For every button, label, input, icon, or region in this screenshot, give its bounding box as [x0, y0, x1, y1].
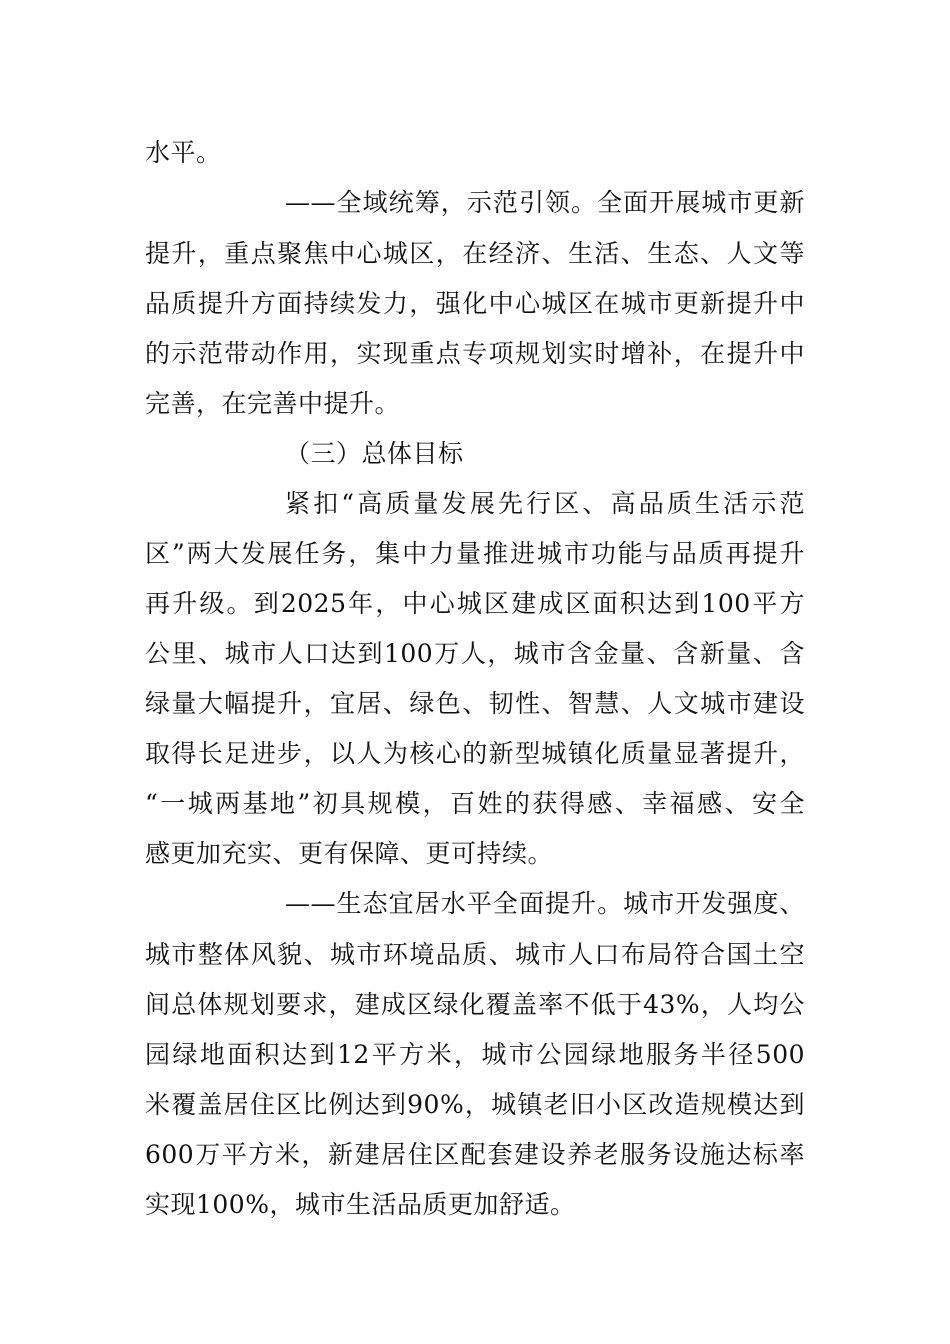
paragraph-line: 600万平方米，新建居住区配套建设养老服务设施达标率 — [145, 1140, 805, 1169]
paragraph-line: 提升，重点聚焦中心城区，在经济、生活、生态、人文等 — [145, 239, 805, 268]
paragraph-line: 区”两大发展任务，集中力量推进城市功能与品质再提升 — [145, 539, 805, 568]
section-heading: （三）总体目标 — [285, 439, 464, 468]
paragraph-line: 品质提升方面持续发力，强化中心城区在城市更新提升中 — [145, 289, 805, 318]
paragraph-line: 绿量大幅提升，宜居、绿色、韧性、智慧、人文城市建设 — [145, 689, 805, 718]
paragraph-line: 间总体规划要求，建成区绿化覆盖率不低于43%，人均公 — [145, 990, 805, 1019]
paragraph-line: 取得长足进步，以人为核心的新型城镇化质量显著提升， — [145, 739, 805, 768]
paragraph-line: 的示范带动作用，实现重点专项规划实时增补，在提升中 — [145, 339, 805, 368]
paragraph-line: ——全域统筹，示范引领。全面开展城市更新 — [285, 188, 805, 217]
paragraph-line: 实现100%，城市生活品质更加舒适。 — [145, 1190, 576, 1219]
paragraph-line: 水平。 — [145, 138, 222, 167]
paragraph-line: 公里、城市人口达到100万人，城市含金量、含新量、含 — [145, 639, 805, 668]
paragraph-line: “一城两基地”初具规模，百姓的获得感、幸福感、安全 — [145, 789, 805, 818]
paragraph-line: 再升级。到2025年，中心城区建成区面积达到100平方 — [145, 589, 805, 618]
paragraph-line: 感更加充实、更有保障、更可持续。 — [145, 839, 554, 868]
paragraph-line: 米覆盖居住区比例达到90%，城镇老旧小区改造规模达到 — [145, 1090, 805, 1119]
paragraph-line: ——生态宜居水平全面提升。城市开发强度、 — [285, 889, 805, 918]
paragraph-line: 城市整体风貌、城市环境品质、城市人口布局符合国土空 — [145, 940, 805, 969]
paragraph-line: 园绿地面积达到12平方米，城市公园绿地服务半径500 — [145, 1040, 805, 1069]
paragraph-line: 紧扣“高质量发展先行区、高品质生活示范 — [285, 489, 805, 518]
paragraph-line: 完善，在完善中提升。 — [145, 389, 401, 418]
